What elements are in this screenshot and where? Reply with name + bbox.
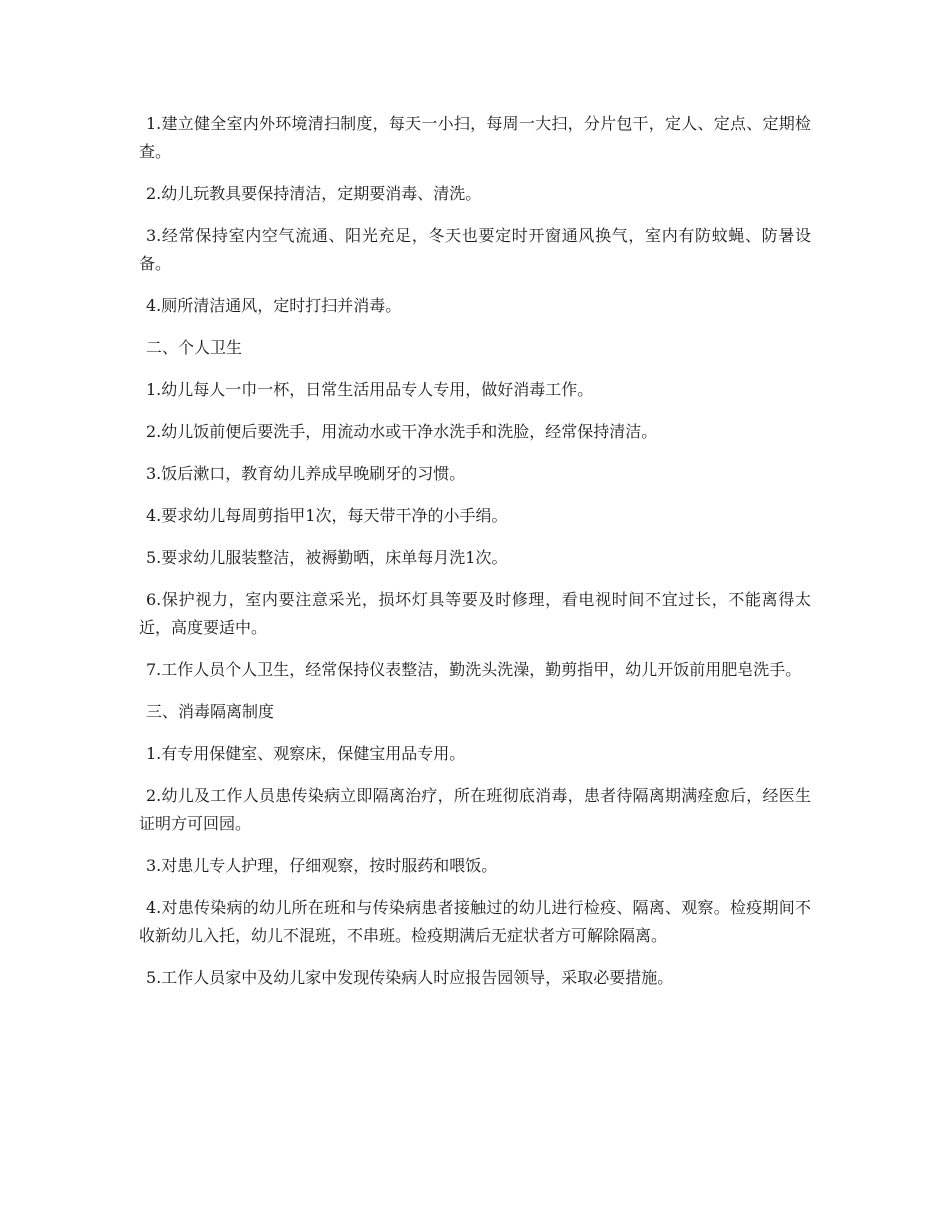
document-page	[139, 110, 811, 1006]
section2-item-4: 4.要求幼儿每周剪指甲1次，每天带干净的小手绢。	[146, 506, 508, 525]
section1-item-2: 2.幼儿玩教具要保持清洁，定期要消毒、清洗。	[146, 184, 482, 203]
section2-item-2: 2.幼儿饭前便后要洗手，用流动水或干净水洗手和洗脸，经常保持清洁。	[146, 422, 658, 441]
section1-item-1: 1.建立健全室内外环境清扫制度，每天一小扫，每周一大扫，分片包干，定人、定点、定期检查。	[139, 114, 811, 161]
section1-item-4: 4.厕所清洁通风，定时打扫并消毒。	[146, 296, 402, 315]
section2-heading: 二、个人卫生	[146, 338, 243, 357]
section2-item-5: 5.要求幼儿服装整洁，被褥勤晒，床单每月洗1次。	[146, 548, 508, 567]
section3-item-5: 5.工作人员家中及幼儿家中发现传染病人时应报告园领导，采取必要措施。	[146, 968, 674, 987]
section3-item-1: 1.有专用保健室、观察床，保健宝用品专用。	[146, 744, 466, 763]
section2-item-1: 1.幼儿每人一巾一杯，日常生活用品专人专用，做好消毒工作。	[146, 380, 594, 399]
section3-item-2: 2.幼儿及工作人员患传染病立即隔离治疗，所在班彻底消毒，患者待隔离期满痊愈后，经医生证明方可回园。	[139, 786, 811, 833]
section2-item-6: 6.保护视力，室内要注意采光，损坏灯具等要及时修理，看电视时间不宜过长，不能离得太近，高度要适中。	[139, 590, 811, 637]
section3-heading: 三、消毒隔离制度	[146, 702, 275, 721]
section2-item-3: 3.饭后漱口，教育幼儿养成早晚刷牙的习惯。	[146, 464, 466, 483]
section3-item-4: 4.对患传染病的幼儿所在班和与传染病患者接触过的幼儿进行检疫、隔离、观察。检疫期间不收新幼儿入托，幼儿不混班，不串班。检疫期满后无症状者方可解除隔离。	[139, 898, 811, 945]
section3-item-3: 3.对患儿专人护理，仔细观察，按时服药和喂饭。	[146, 856, 498, 875]
section2-item-7: 7.工作人员个人卫生，经常保持仪表整洁，勤洗头洗澡，勤剪指甲，幼儿开饭前用肥皂洗手。	[146, 660, 802, 679]
section1-item-3: 3.经常保持室内空气流通、阳光充足，冬天也要定时开窗通风换气，室内有防蚊蝇、防暑设备。	[139, 226, 811, 273]
